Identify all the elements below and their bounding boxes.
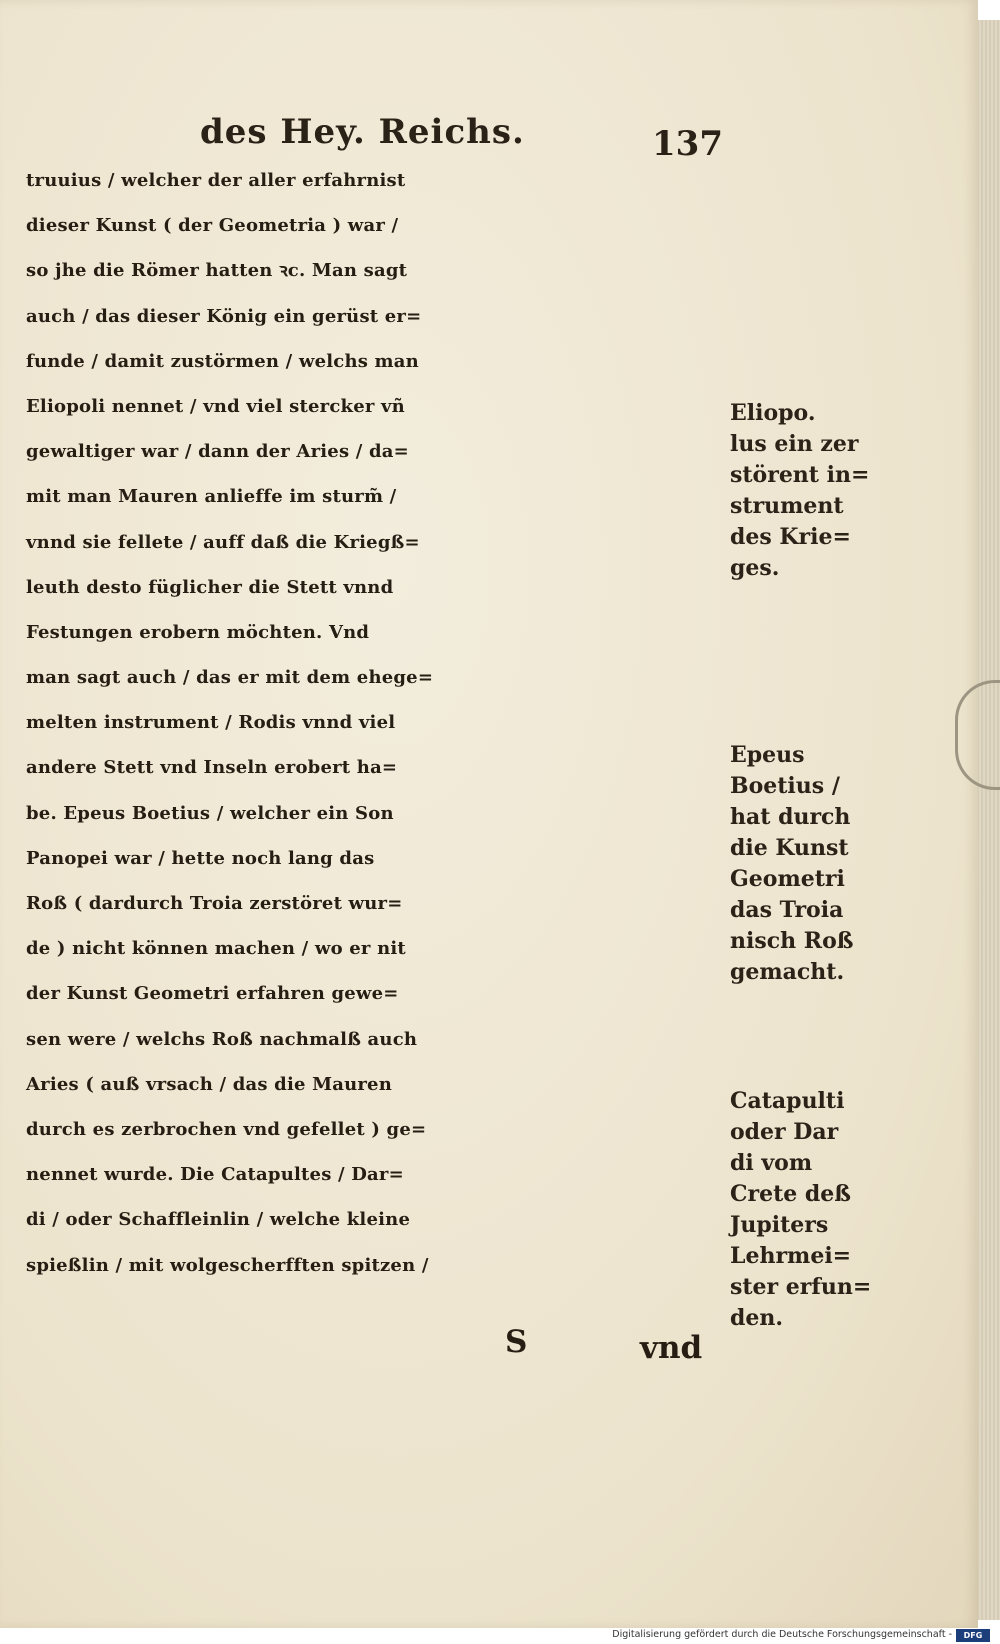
marginal-line: die Kunst [730,835,849,861]
text-line: spießlin / mit wolgescherfften spitzen / [26,1254,429,1276]
marginal-line: di vom [730,1150,813,1176]
text-line: Eliopoli nennet / vnd viel stercker vñ [26,395,405,417]
text-line: dieser Kunst ( der Geometria ) war / [26,215,399,237]
marginal-line: oder Dar [730,1119,839,1145]
marginal-line: Catapulti [730,1088,845,1114]
funding-credit: Digitalisierung gefördert durch die Deutsche Forschungsgemeinschaft - [612,1629,952,1640]
marginal-line: gemacht. [730,959,845,985]
marginal-line: störent in= [730,462,870,488]
text-line: melten instrument / Rodis vnnd viel [26,712,396,734]
text-line: leuth desto füglicher die Stett vnnd [26,576,394,598]
dfg-logo: DFG [956,1629,990,1642]
marginal-line: den. [730,1305,784,1331]
marginal-note-eliopolis [730,398,869,584]
page-edge [978,20,1000,1620]
marginal-line: nisch Roß [730,928,854,954]
text-line: gewaltiger war / dann der Aries / da= [26,441,409,463]
marginal-note-catapulti [730,1086,871,1334]
marginal-line: Geometri [730,866,845,892]
marginal-line: Boetius / [730,773,840,799]
text-line: vnnd sie fellete / auff daß die Kriegß= [26,531,420,553]
text-line: Festungen erobern möchten. Vnd [26,621,370,643]
text-line: andere Stett vnd Inseln erobert ha= [26,757,398,779]
text-line: nennet wurde. Die Catapultes / Dar= [26,1164,404,1186]
marginal-line: das Troia [730,897,844,923]
marginal-line: ster erfun= [730,1274,872,1300]
marginal-line: Lehrmei= [730,1243,852,1269]
text-line: durch es zerbrochen vnd gefellet ) ge= [26,1118,427,1140]
text-line: Aries ( auß vrsach / das die Mauren [26,1073,392,1095]
text-line: so jhe die Römer hatten ꝛc. Man sagt [26,260,408,282]
running-head: des Hey. Reichs. [200,112,525,152]
text-line: Roß ( dardurch Troia zerstöret wur= [26,893,403,914]
marginal-line: lus ein zer [730,431,859,457]
marginal-line: Epeus [730,742,805,768]
text-line: auch / das dieser König ein gerüst er= [26,305,422,327]
marginal-line: Eliopo. [730,400,816,426]
page-header [0,104,978,164]
text-line: funde / damit zustörmen / welchs man [26,350,419,372]
catchword: vnd [640,1330,703,1366]
signature-mark: S [505,1324,528,1360]
text-line: man sagt auch / das er mit dem ehege= [26,667,434,689]
main-text-block [26,158,716,1288]
text-line: Panopei war / hette noch lang das [26,847,375,869]
text-line: truuius / welcher der aller erfahrnist [26,170,406,191]
text-line: be. Epeus Boetius / welcher ein Son [26,802,394,824]
marginal-line: des Krie= [730,524,851,550]
marginal-line: ges. [730,555,780,581]
marginal-note-epeus [730,740,853,988]
text-line: der Kunst Geometri erfahren gewe= [26,983,399,1005]
book-clasp [955,680,1000,790]
footer-bar [0,1628,1000,1644]
marginal-line: strument [730,493,844,519]
page-number: 137 [652,124,723,164]
text-line: de ) nicht können machen / wo er nit [26,938,406,960]
text-line: sen were / welchs Roß nachmalß auch [26,1028,418,1050]
marginal-line: hat durch [730,804,851,830]
text-line: di / oder Schaffleinlin / welche kleine [26,1209,411,1231]
text-line: mit man Mauren anlieffe im sturm̃ / [26,486,397,508]
marginal-line: Crete deß [730,1181,852,1207]
marginal-line: Jupiters [730,1212,829,1238]
